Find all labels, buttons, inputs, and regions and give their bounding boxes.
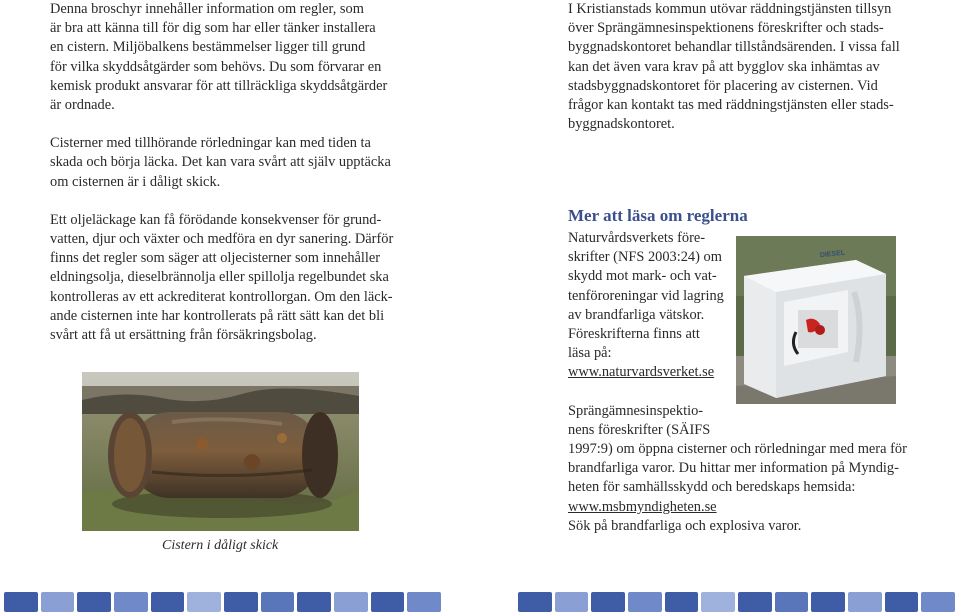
rusty-tank-photo <box>82 372 359 531</box>
left-column <box>50 0 460 345</box>
naturvardsverket-link[interactable]: www.naturvardsverket.se <box>568 364 715 381</box>
nfs-paragraph: Naturvårdsverkets före- skrifter (NFS 2003:24) om skydd mot mark- och vat- tenföroreningar vid lagring av brandfarliga vätskor. Föreskrifterna finns att läsa på: www.naturvardsverket.se <box>568 230 724 381</box>
left-footer-strip <box>4 592 441 612</box>
more-reading-heading: Mer att läsa om reglerna <box>568 206 748 225</box>
saifs-paragraph: Sprängämnesinspektio- nens föreskrifter (SÄIFS 1997:9) om öppna cisterner och rörledningar med mera för brandfarliga varor. Du hittar mer information på Myndig- heten för samhällsskydd och beredskaps hemsida: www.msbmyndigheten.se Sök på brandfarliga och explosiva varor. <box>568 402 907 534</box>
photo-caption: Cistern i dåligt skick <box>162 538 279 553</box>
supervision-paragraph: I Kristianstads kommun utövar räddningstjänsten tillsyn över Sprängämnesinspektionens föreskrifter och stads- byggnadskontoret behandlar tillståndsärenden. I vissa fall kan det även vara krav på att bygglov ska inhämtas av stadsbyggnadskontoret för placering av cisternen. Vid frågor kan kontakt tas med räddningstjänsten eller stads- byggnadskontoret. <box>568 1 900 133</box>
msb-link[interactable]: www.msbmyndigheten.se <box>568 498 717 515</box>
damage-paragraph: Cisterner med tillhörande rörledningar kan med tiden ta skada och börja läcka. Det kan vara svårt att själv upptäcka om cisternen är i dåligt skick. <box>50 135 391 190</box>
leak-paragraph: Ett oljeläckage kan få förödande konsekvenser för grund- vatten, djur och växter och medföra en dyr sanering. Därför finns det regler som säger att oljecisterner som innehåller eldningsolja, dieselbrännolja eller spillolja regelbundet ska kontrolleras av ett ackrediterat kontrollorgan. Om den läck- ande cisternen inte har kontrollerats på rätt sätt kan det bli svårt att få ut ersättning från försäkringsbolag. <box>50 211 394 344</box>
right-footer-strip <box>518 592 955 612</box>
diesel-label: DIESEL <box>819 249 846 260</box>
diesel-tank-photo <box>736 236 896 404</box>
intro-paragraph: Denna broschyr innehåller information om regler, som är bra att känna till för dig som har eller tänker installera en cistern. Miljöbalkens bestämmelser ligger till grund för vilka skyddsåtgärder som behövs. Du som förvarar en kemisk produkt ansvarar för att tillräckliga skyddsåtgärder är ordnade. <box>50 1 388 114</box>
right-column <box>568 0 913 134</box>
